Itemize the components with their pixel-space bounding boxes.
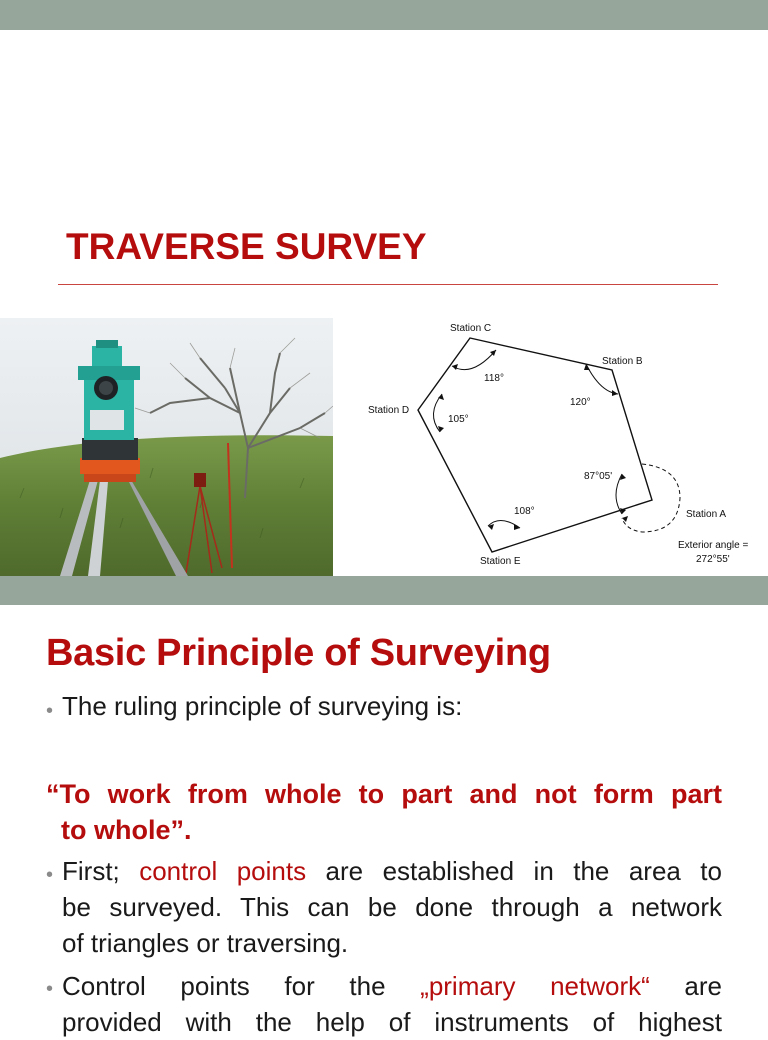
label-angle-c: 118° (484, 373, 504, 384)
bullet2-prefix: First; (62, 856, 140, 886)
bullet-primary-network (46, 968, 722, 1040)
bullet3-suffix: are (649, 971, 723, 1001)
label-station-e: Station E (480, 556, 521, 567)
bullet2-line-1 (46, 853, 722, 889)
label-exterior-angle: Exterior angle = (678, 540, 749, 551)
bullet3-highlight: „primary network“ (420, 971, 650, 1001)
bullet-dot-icon: • (46, 978, 54, 1000)
bullet3-prefix: Control points for the (62, 971, 421, 1001)
label-station-a: Station A (686, 509, 727, 520)
bullet3-line-1 (46, 968, 722, 1004)
bullet-dot-icon: • (46, 700, 54, 722)
label-angle-b: 120° (570, 397, 591, 408)
top-band (0, 0, 768, 30)
slide-divider-band (0, 576, 768, 605)
bullet-control-points (46, 853, 722, 961)
bullet-principle-text: The ruling principle of surveying is: (62, 691, 463, 721)
bullet2-line-3: of triangles or traversing. (62, 928, 349, 958)
quote-line-2: to whole”. (61, 815, 192, 845)
label-station-c: Station C (450, 323, 492, 334)
label-angle-d: 105° (448, 414, 469, 425)
principle-quote (46, 776, 722, 848)
bullet2-highlight: control points (139, 856, 307, 886)
bullet2-suffix: are established in the area to (306, 856, 722, 886)
bullet-principle (46, 688, 722, 724)
label-exterior-value: 272°55' (696, 554, 730, 565)
bullet-dot-icon: • (46, 864, 54, 886)
bullet3-line-2: provided with the help of instruments of highest (62, 1007, 722, 1037)
slide2-title: Basic Principle of Surveying (46, 632, 551, 674)
label-station-b: Station B (602, 356, 643, 367)
traverse-diagram (360, 318, 760, 576)
title-underline (58, 284, 718, 285)
bullet2-line-2: be surveyed. This can be done through a network (62, 892, 722, 922)
slide-title: TRAVERSE SURVEY (66, 226, 427, 267)
label-station-d: Station D (368, 405, 410, 416)
survey-photo (0, 318, 333, 576)
quote-line-1: “To work from whole to part and not form part (46, 779, 722, 809)
label-angle-a: 87°05' (584, 471, 613, 482)
label-angle-e: 108° (514, 506, 535, 517)
